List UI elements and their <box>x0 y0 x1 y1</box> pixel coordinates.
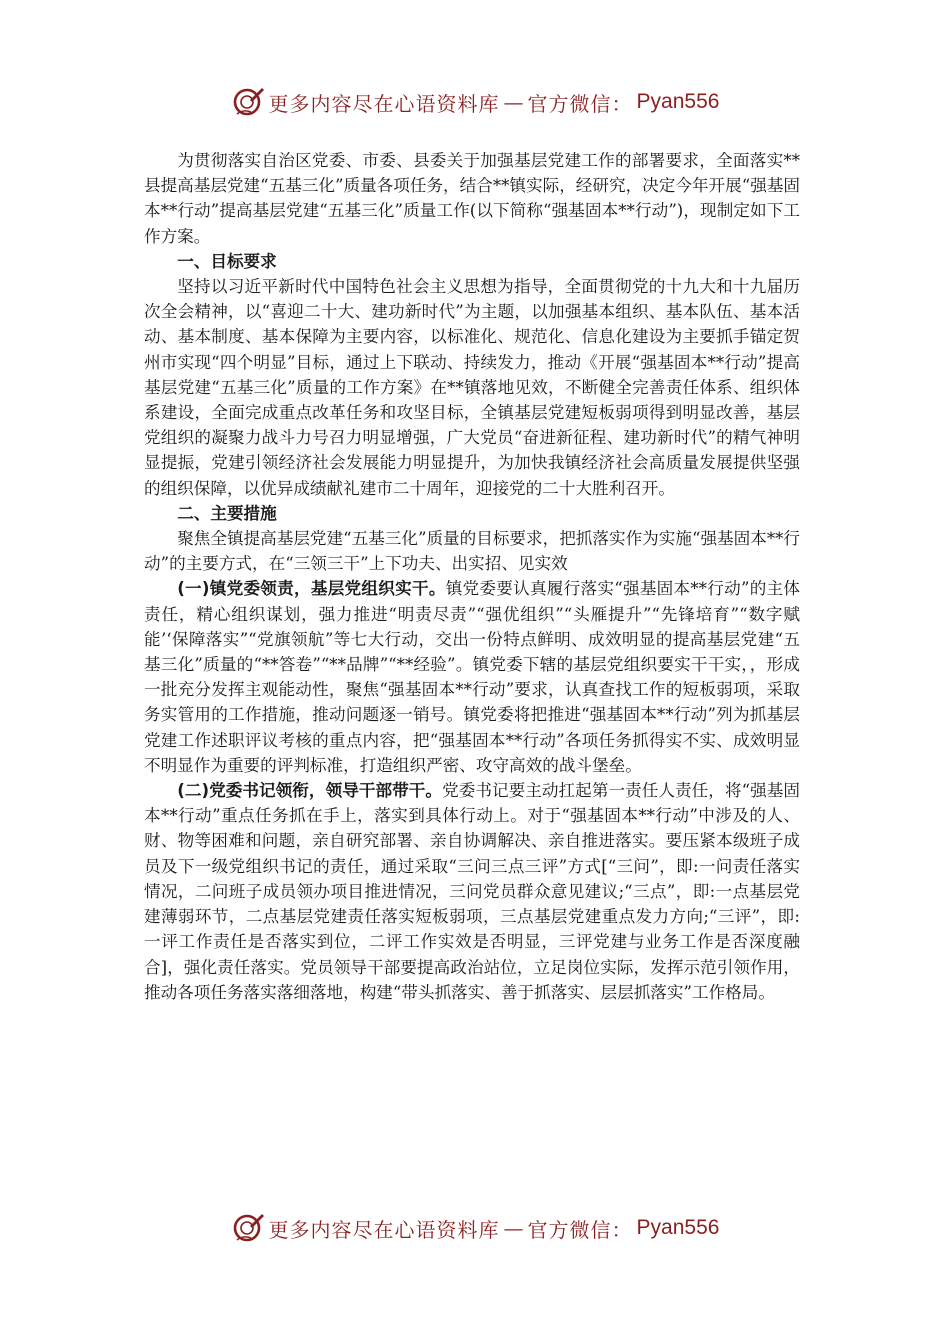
pen-circle-icon <box>231 1211 265 1245</box>
banner-title: 更多内容尽在心语资料库 <box>268 91 500 116</box>
measure-item-2-body: 党委书记要主动扛起第一责任人责任，将“强基固本**行动”重点任务抓在手上，落实到具体行动上。对于“强基固本**行动”中涉及的人、财、物等困难和问题，亲自研究部署、亲自协调解决、亲自推进落实。要压紧本级班子成员及下一级党组织书记的责任，通过采取“三问三点三评”方式[“三问”，即:一问责任落实情况，二问班子成员领办项目推进情况，三问党员群众意见建议;“三点”，即:一点基层党建薄弱环节，二点基层党建责任落实短板弱项，三点基层党建重点发力方向;“三评”，即:一评工作责任是否落实到位，二评工作实效是否明显，三评党建与业务工作是否深度融合]，强化责任落实。党员领导干部要提高政治站位，立足岗位实际，发挥示范引领作用，推动各项任务落实落细落地，构建“带头抓落实、善于抓落实、层层抓落实”工作格局。 <box>144 781 800 1002</box>
banner-separator: — <box>503 1216 524 1240</box>
measures-paragraph: 聚焦全镇提高基层党建“五基三化”质量的目标要求，把抓落实作为实施“强基固本**行动”的主要方式，在“三领三干”上下功夫、出实招、见实效 <box>144 529 801 574</box>
measure-item-1-lead: (一)镇党委领责，基层党组织实干。 <box>177 579 446 599</box>
section-heading-goals: 一、目标要求 <box>177 251 277 271</box>
goals-paragraph: 坚持以习近平新时代中国特色社会主义思想为指导，全面贯彻党的十九大和十九届历次全会精神，以“喜迎二十大、建功新时代”为主题，以加强基本组织、基本队伍、基本活动、基本制度、基本保障为主要内容，以标准化、规范化、信息化建设为主要抓手锚定贺州市实现“四个明显”目标，通过上下联动、持续发力，推动《开展“强基固本**行动”提高基层党建“五基三化”质量的工作方案》在**镇落地见效，不断健全完善责任体系、组织体系建设，全面完成重点改革任务和攻坚目标，全镇基层党建短板弱项得到明显改善，基层党组织的凝聚力战斗力号召力明显增强，广大党员“奋进新征程、建功新时代”的精气神明显提振，党建引领经济社会发展能力明显提升，为加快我镇经济社会高质量发展提供坚强的组织保障，以优异成绩献礼建市二十周年，迎接党的二十大胜利召开。 <box>144 277 800 498</box>
document-body <box>144 148 800 1005</box>
measure-item-1 <box>144 576 800 778</box>
banner-wechat-id: Pyan556 <box>636 90 720 113</box>
section-heading-measures: 二、主要措施 <box>177 503 277 523</box>
banner-title: 更多内容尽在心语资料库 <box>268 1217 500 1242</box>
banner-wechat-label: 官方微信： <box>527 1217 633 1242</box>
footer-banner <box>0 1208 950 1248</box>
banner-wechat-label: 官方微信： <box>527 91 633 116</box>
measure-item-1-body: 镇党委要认真履行落实“强基固本**行动”的主体责任，精心组织谋划，强力推进“明责尽责”“强优组织”“头雁提升”“先锋培育”“数字赋能’‘保障落实”“党旗领航”等七大行动，交出一份特点鲜明、成效明显的提高基层党建“五基三化”质量的“**答卷”“**品牌”“**经验”。镇党委下辖的基层党组织要实干干实，，形成一批充分发挥主观能动性，聚焦“强基固本**行动”要求，认真查找工作的短板弱项，采取务实管用的工作措施，推动问题逐一销号。镇党委将把推进“强基固本**行动”列为抓基层党建工作述职评议考核的重点内容，把“强基固本**行动”各项任务抓得实不实、成效明显不明显作为重要的评判标准，打造组织严密、攻守高效的战斗堡垒。 <box>144 579 800 775</box>
intro-paragraph: 为贯彻落实自治区党委、市委、县委关于加强基层党建工作的部署要求，全面落实**县提高基层党建“五基三化”质量各项任务，结合**镇实际，经研究，决定今年开展“强基固本**行动”提高基层党建“五基三化”质量工作(以下简称“强基固本**行动”)，现制定如下工作方案。 <box>144 151 801 246</box>
banner-separator: — <box>503 90 524 114</box>
measure-item-2 <box>144 778 800 1005</box>
pen-circle-icon <box>231 85 265 119</box>
header-banner <box>0 82 950 122</box>
measure-item-2-lead: (二)党委书记领衔，领导干部带干。 <box>177 781 443 801</box>
banner-wechat-id: Pyan556 <box>636 1216 720 1239</box>
